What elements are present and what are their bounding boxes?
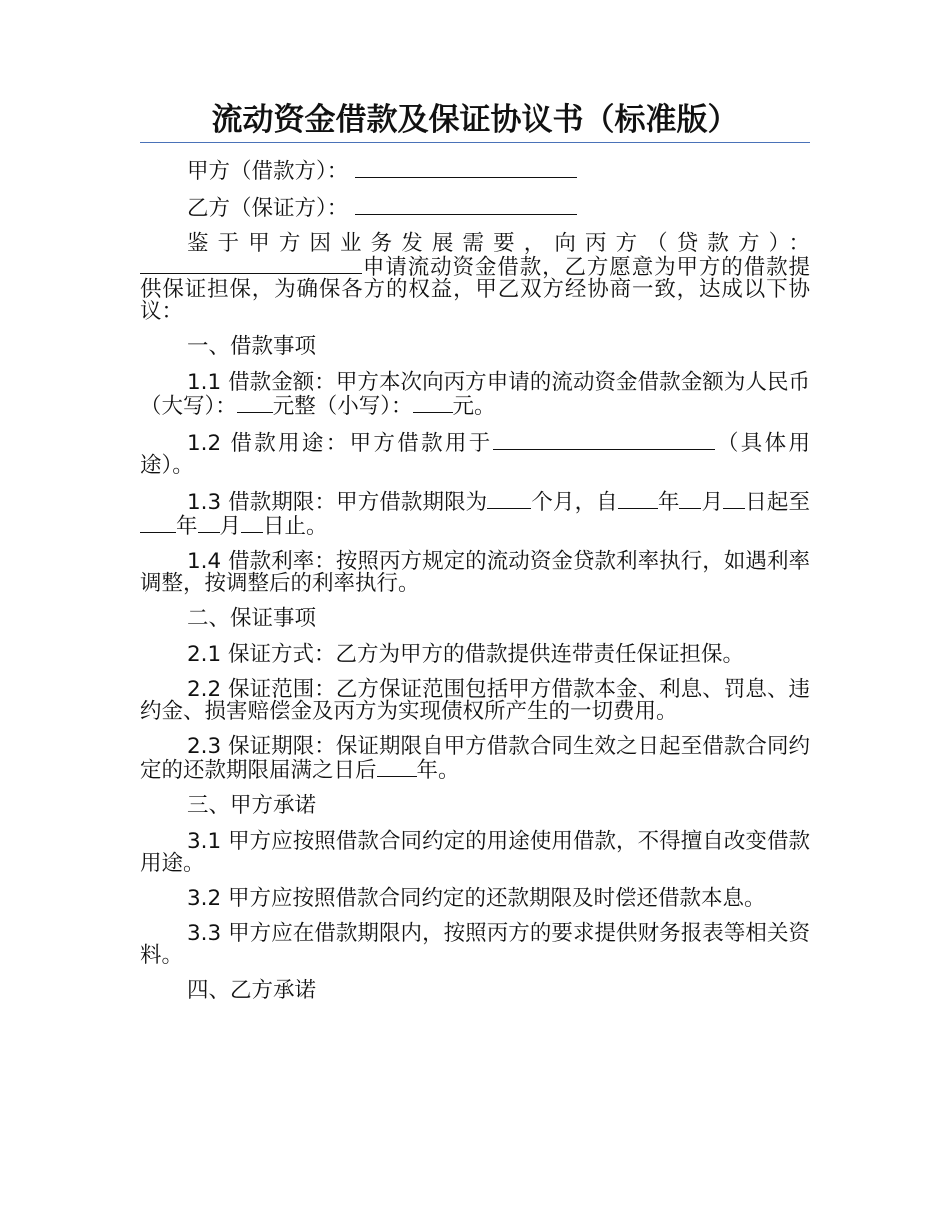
party-a-label: 甲方（借款方）： — [187, 159, 349, 184]
clause-1-2-text-b: （具体用途）。 — [140, 431, 810, 478]
end-month-blank[interactable] — [198, 514, 220, 533]
document-page — [140, 100, 810, 1016]
clause-2-2: 2.2 保证范围：乙方保证范围包括甲方借款本金、利息、罚息、违约金、损害赔偿金及丙方为实现债权所产生的一切费用。 — [140, 677, 810, 724]
clause-1-3-text-g: 月 — [219, 514, 242, 539]
preamble-text-1: 鉴于甲方因业务发展需要，向丙方（贷款方）： — [187, 231, 810, 256]
clause-3-2: 3.2 甲方应按照借款合同约定的还款期限及时偿还借款本息。 — [187, 886, 766, 911]
party-a-line — [140, 159, 810, 183]
clause-2-1: 2.1 保证方式：乙方为甲方的借款提供连带责任保证担保。 — [187, 642, 745, 667]
section-3-heading: 三、甲方承诺 — [187, 793, 317, 818]
clause-1-3-text-h: 日止。 — [263, 514, 328, 539]
clause-3-1: 3.1 甲方应按照借款合同约定的用途使用借款，不得擅自改变借款用途。 — [140, 829, 810, 876]
section-1-heading: 一、借款事项 — [187, 334, 317, 359]
document-title: 流动资金借款及保证协议书（标准版） — [140, 100, 810, 143]
party-b-line — [140, 196, 810, 220]
clause-1-2-text-a: 1.2 借款用途：甲方借款用于 — [187, 431, 493, 456]
clause-1-3-text-c: 年 — [657, 490, 680, 515]
section-2-heading: 二、保证事项 — [187, 606, 317, 631]
clause-3-3: 3.3 甲方应在借款期限内，按照丙方的要求提供财务报表等相关资料。 — [140, 921, 810, 968]
clause-1-1-text-a: 1.1 借款金额：甲方本次向丙方申请的流动资金借款金额为人民币（大写）： — [140, 370, 810, 419]
clause-2-3-text-a: 2.3 保证期限：保证期限自甲方借款合同生效之日起至借款合同约定的还款期限届满之日后 — [140, 734, 810, 783]
amount-figures-blank[interactable] — [413, 394, 453, 413]
purpose-blank[interactable] — [493, 431, 715, 450]
clause-1-3-text-b: 个月，自 — [531, 490, 618, 515]
clause-1-1-text-c: 元。 — [452, 394, 496, 419]
party-a-blank[interactable] — [355, 159, 577, 178]
term-months-blank[interactable] — [487, 490, 531, 509]
document-body — [140, 159, 810, 1002]
clause-1-1 — [140, 372, 810, 418]
clause-1-1-text-b: 元整（小写）： — [272, 394, 413, 419]
party-b-label: 乙方（保证方）： — [187, 196, 349, 221]
lender-blank[interactable] — [140, 255, 362, 274]
start-day-blank[interactable] — [723, 490, 745, 509]
party-b-blank[interactable] — [355, 196, 577, 215]
preamble-text-2: 申请流动资金借款，乙方愿意为甲方的借款提供保证担保，为确保各方的权益，甲乙双方经协商一致，达成以下协议： — [140, 255, 810, 324]
clause-1-3-text-a: 1.3 借款期限：甲方借款期限为 — [187, 490, 488, 515]
end-day-blank[interactable] — [241, 514, 263, 533]
clause-1-3-text-f: 年 — [176, 514, 198, 539]
guarantee-years-blank[interactable] — [377, 758, 417, 777]
clause-1-3 — [140, 490, 810, 538]
clause-1-3-text-e: 日起至 — [745, 490, 810, 515]
amount-words-blank[interactable] — [237, 394, 273, 413]
clause-1-3-text-d: 月 — [701, 490, 724, 515]
clause-2-3-text-b: 年。 — [416, 758, 460, 783]
clause-1-2 — [140, 431, 810, 477]
clause-2-3 — [140, 736, 810, 782]
clause-1-4: 1.4 借款利率：按照丙方规定的流动资金贷款利率执行，如遇利率调整，按调整后的利率执行。 — [140, 549, 810, 596]
start-year-blank[interactable] — [618, 490, 658, 509]
end-year-blank[interactable] — [140, 514, 176, 533]
preamble-paragraph — [140, 233, 810, 323]
section-4-heading: 四、乙方承诺 — [187, 978, 317, 1003]
start-month-blank[interactable] — [679, 490, 701, 509]
